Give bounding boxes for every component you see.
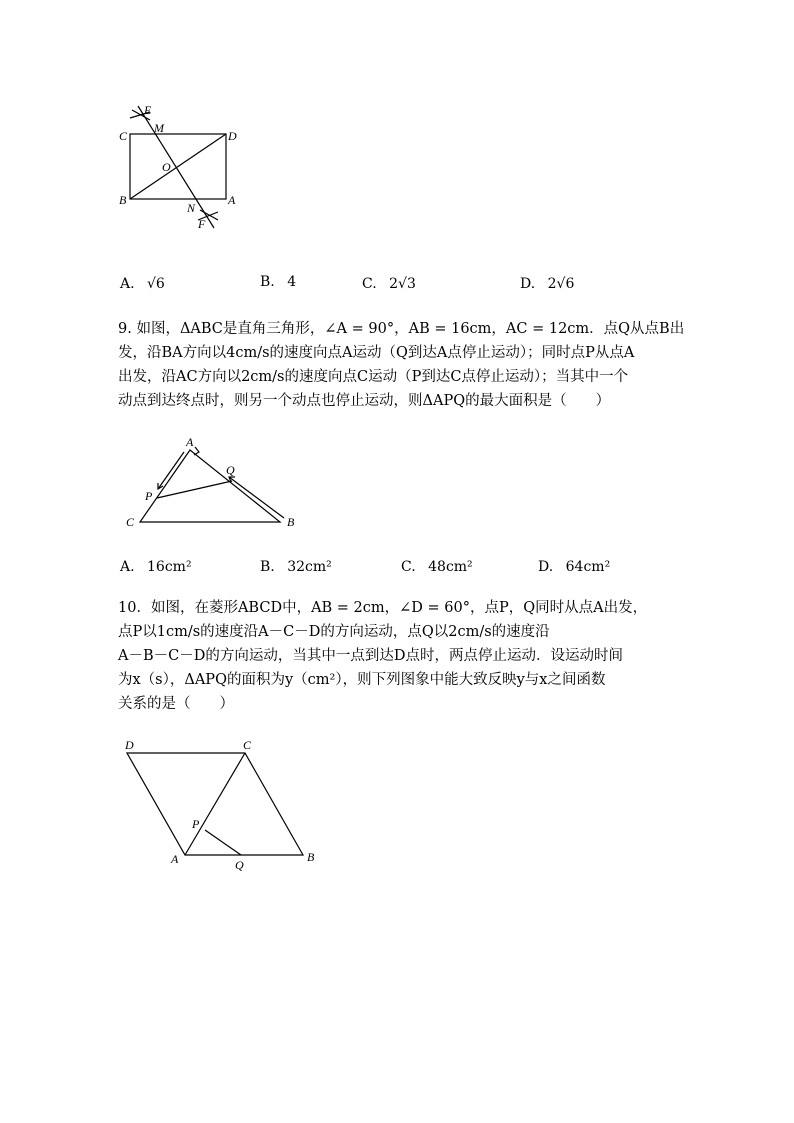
q10-line-5: 关系的是（ ） — [118, 696, 234, 712]
q10-line-2: 点P以1cm/s的速度沿A－C－D的方向运动，点Q以2cm/s的速度沿 — [118, 624, 550, 640]
label-C: C — [126, 515, 135, 529]
segment-PQ — [205, 830, 241, 855]
label-C: C — [243, 738, 252, 752]
option-value: 32cm² — [287, 559, 332, 575]
q10-line-3: A－B－C－D的方向运动，当其中一点到达D点时，两点停止运动．设运动时间 — [118, 648, 623, 664]
q9-stem — [118, 317, 684, 413]
label-E: E — [144, 103, 152, 117]
option-letter: B. — [260, 274, 275, 290]
q9-option-a[interactable] — [120, 559, 192, 575]
q9-option-d[interactable] — [538, 559, 610, 575]
label-O: O — [162, 160, 171, 174]
q8-option-c[interactable] — [362, 276, 416, 292]
label-N: N — [187, 201, 196, 215]
label-B: B — [307, 850, 315, 864]
q9-line-2: 发，沿BA方向以4cm/s的速度向点A运动（Q到达A点停止运动）；同时点P从点A — [118, 345, 635, 361]
q9-figure — [120, 432, 310, 532]
option-value: 2√3 — [389, 276, 416, 292]
option-value: 16cm² — [147, 559, 192, 575]
label-A: A — [171, 852, 179, 866]
option-letter: C. — [362, 276, 377, 292]
segment-PQ — [157, 481, 232, 498]
option-letter: B. — [260, 559, 275, 575]
option-letter: D. — [538, 559, 554, 575]
label-F: F — [198, 217, 206, 231]
arrow-a-to-c — [158, 452, 184, 489]
label-B: B — [119, 193, 127, 207]
q9-option-b[interactable] — [260, 559, 332, 575]
q8-option-b[interactable] — [260, 274, 296, 290]
option-value: 64cm² — [565, 559, 611, 575]
label-A: A — [186, 435, 194, 449]
label-Q: Q — [226, 463, 235, 477]
option-letter: D. — [520, 276, 536, 292]
diagonal-AC — [185, 753, 245, 855]
q10-figure — [115, 735, 330, 875]
label-P: P — [145, 489, 153, 503]
q10-line-4: 为x（s），ΔAPQ的面积为y（cm²），则下列图象中能大致反映y与x之间函数 — [118, 672, 606, 688]
arrow-b-to-a — [229, 477, 284, 518]
label-B: B — [287, 515, 295, 529]
option-letter: A. — [120, 559, 135, 575]
q9-line-1: 9. 如图，ΔABC是直角三角形，∠A = 90°，AB = 16cm，AC = 12cm．点Q从点B出 — [118, 321, 685, 337]
label-D: D — [228, 129, 237, 143]
option-value: 4 — [287, 274, 297, 290]
option-letter: A. — [120, 276, 135, 292]
label-C: C — [119, 129, 128, 143]
option-value: 48cm² — [428, 559, 473, 575]
line-EF — [138, 106, 214, 228]
option-letter: C. — [401, 559, 416, 575]
q8-option-d[interactable] — [520, 276, 574, 292]
label-M: M — [154, 121, 164, 135]
q9-line-3: 出发，沿AC方向以2cm/s的速度向点C运动（P到达C点停止运动）；当其中一个 — [118, 369, 629, 385]
option-value: √6 — [147, 276, 165, 292]
q8-figure — [110, 100, 260, 235]
q10-stem — [118, 596, 647, 716]
option-value: 2√6 — [547, 276, 575, 292]
diagonal-BD — [130, 134, 226, 199]
q8-option-a[interactable] — [120, 276, 165, 292]
label-Q: Q — [235, 858, 244, 872]
q10-line-1: 10．如图，在菱形ABCD中，AB = 2cm，∠D = 60°，点P，Q同时从点A出发， — [118, 600, 648, 616]
q9-option-c[interactable] — [401, 559, 473, 575]
q9-line-4: 动点到达终点时，则另一个动点也停止运动，则ΔAPQ的最大面积是（ ） — [118, 393, 611, 409]
label-D: D — [125, 738, 134, 752]
label-P: P — [192, 817, 200, 831]
label-A: A — [228, 193, 236, 207]
